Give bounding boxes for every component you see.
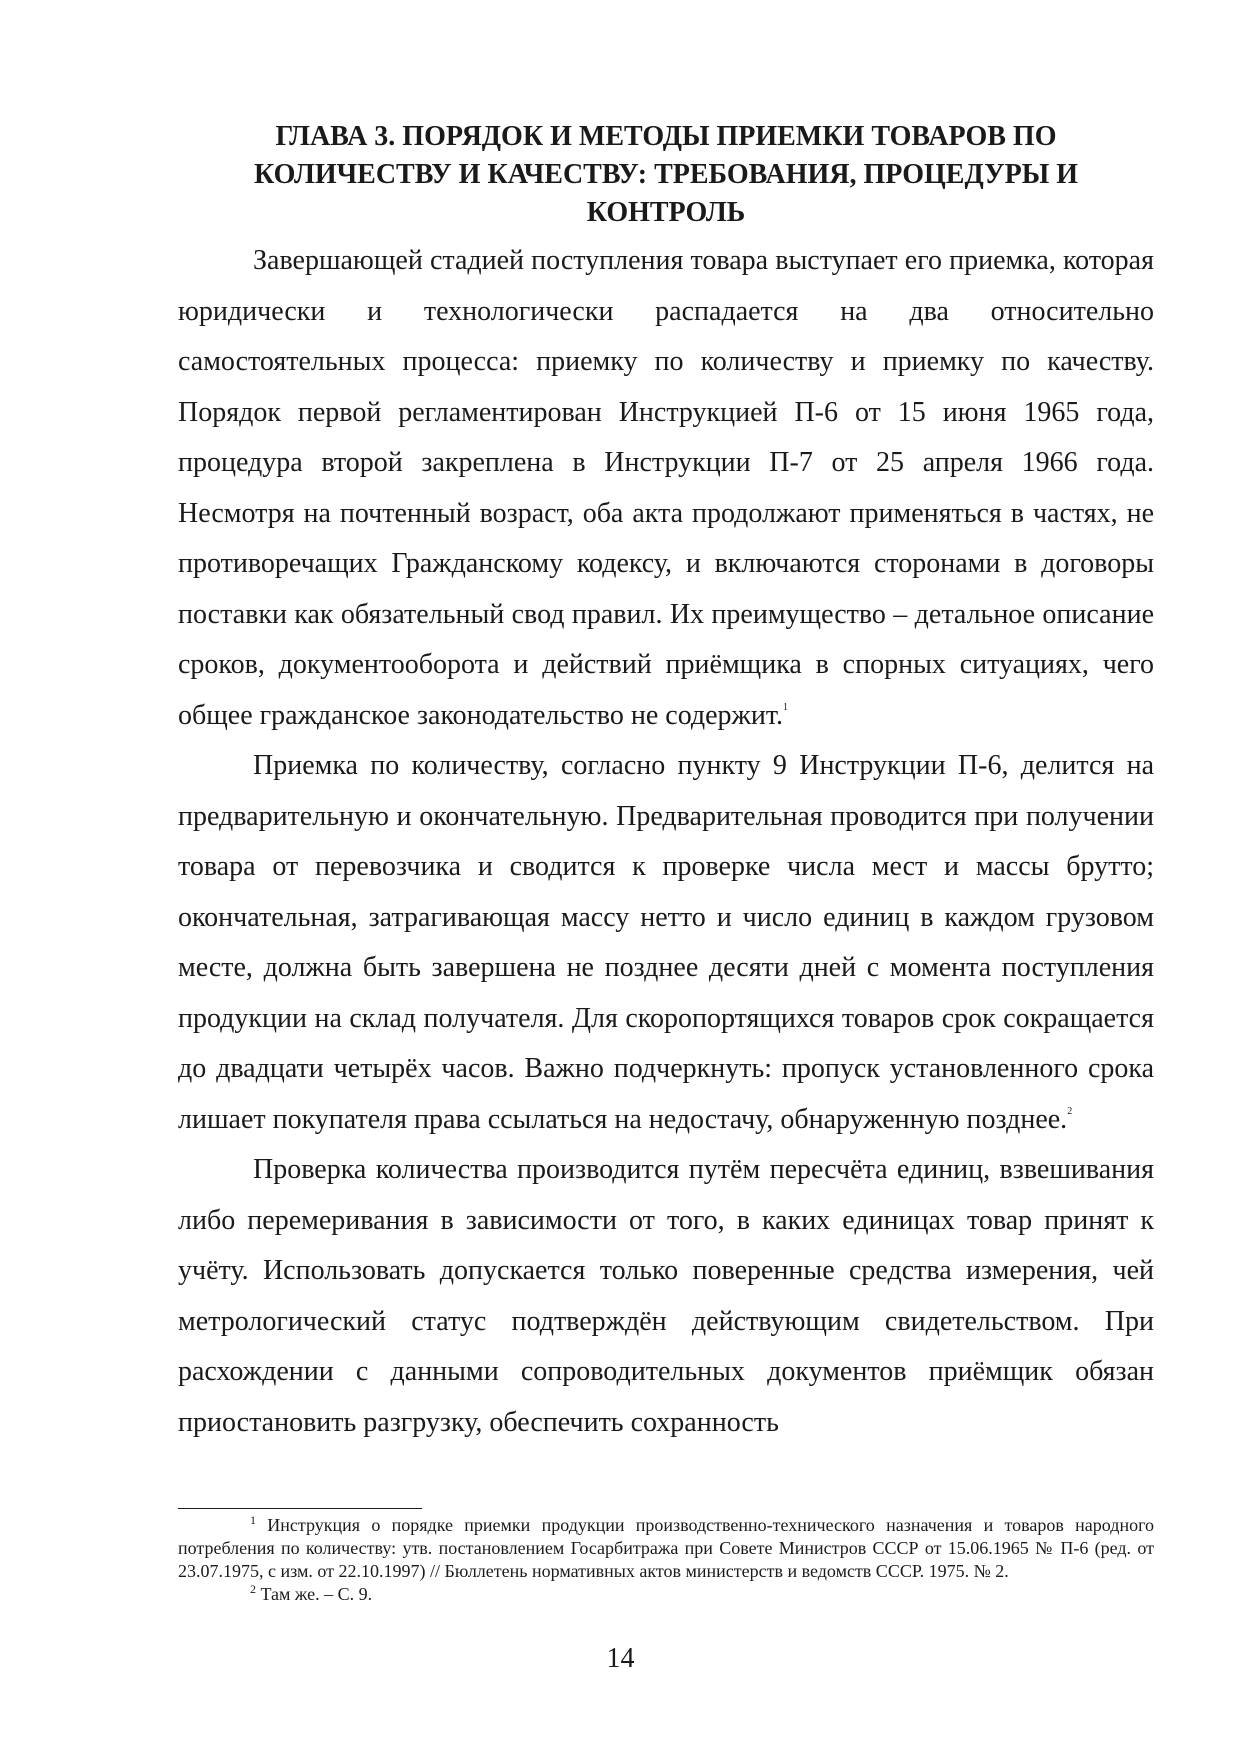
chapter-title [178,118,1154,232]
footnote [178,1583,1154,1606]
body-text [178,236,1154,1448]
footnote [178,1514,1154,1583]
page-number: 14 [606,1643,635,1674]
footnote-separator [178,1508,422,1509]
footnote-text: Инструкция о порядке приемки продукции производственно-технического назначения и товаров народного потребления по количеству: утв. постановлением Госарбитража при Совете Министров СССР от 15.06.1965 № П-6 (ред. от 23.07.1975, с изм. от 22.10.1997) // Бюллетень нормативных актов министерств и ведомств СССР. 1975. № 2. [178,1515,1155,1581]
paragraph-text: Завершающей стадией поступления товара выступает его приемка, которая юридически и технологически распадается на два относительно самостоятельных процесса: приемку по количеству и приемку по качеству. Порядок первой регламентирован Инструкцией П-6 от 15 июня 1965 года, процедура второй закреплена в Инструкции П-7 от 25 апреля 1966 года. Несмотря на почтенный возраст, оба акта продолжают применяться в частях, не противоречащих Гражданскому кодексу, и включаются сторонами в договоры поставки как обязательный свод правил. Их преимущество – детальное описание сроков, документооборота и действий приёмщика в спорных ситуациях, чего общее гражданское законодательство не содержит. [178,245,1154,731]
footnote-mark: 1 [250,1513,256,1527]
footnote-reference[interactable]: 1 [783,701,789,713]
paragraph-text: Проверка количества производится путём пересчёта единиц, взвешивания либо перемеривания в зависимости от того, в каких единицах товар принят к учёту. Использовать допускается только поверенные средства измерения, чей метрологический статус подтверждён действующим свидетельством. При расхождении с данными сопроводительных документов приёмщик обязан приостановить разгрузку, обеспечить сохранность [178,1154,1154,1438]
footnote-reference[interactable]: 2 [1067,1105,1073,1117]
footnote-mark: 2 [250,1582,256,1596]
paragraph [178,741,1154,1145]
paragraph [178,1145,1154,1448]
chapter-title-line: КОЛИЧЕСТВУ И КАЧЕСТВУ: ТРЕБОВАНИЯ, ПРОЦЕДУРЫ И [253,159,1079,190]
footnotes [178,1514,1154,1606]
paragraph [178,236,1154,741]
footnote-text: Там же. – С. 9. [260,1584,373,1604]
chapter-title-line: КОНТРОЛЬ [586,197,746,228]
chapter-title-line: ГЛАВА 3. ПОРЯДОК И МЕТОДЫ ПРИЕМКИ ТОВАРОВ ПО [275,121,1057,152]
paragraph-text: Приемка по количеству, согласно пункту 9 Инструкции П-6, делится на предварительную и окончательную. Предварительная проводится при получении товара от перевозчика и сводится к проверке числа мест и массы брутто; окончательная, затрагивающая массу нетто и число единиц в каждом грузовом месте, должна быть завершена не позднее десяти дней с момента поступления продукции на склад получателя. Для скоропортящихся товаров срок сокращается до двадцати четырёх часов. Важно подчеркнуть: пропуск установленного срока лишает покупателя права ссылаться на недостачу, обнаруженную позднее. [178,750,1154,1135]
document-page [178,118,1154,1448]
